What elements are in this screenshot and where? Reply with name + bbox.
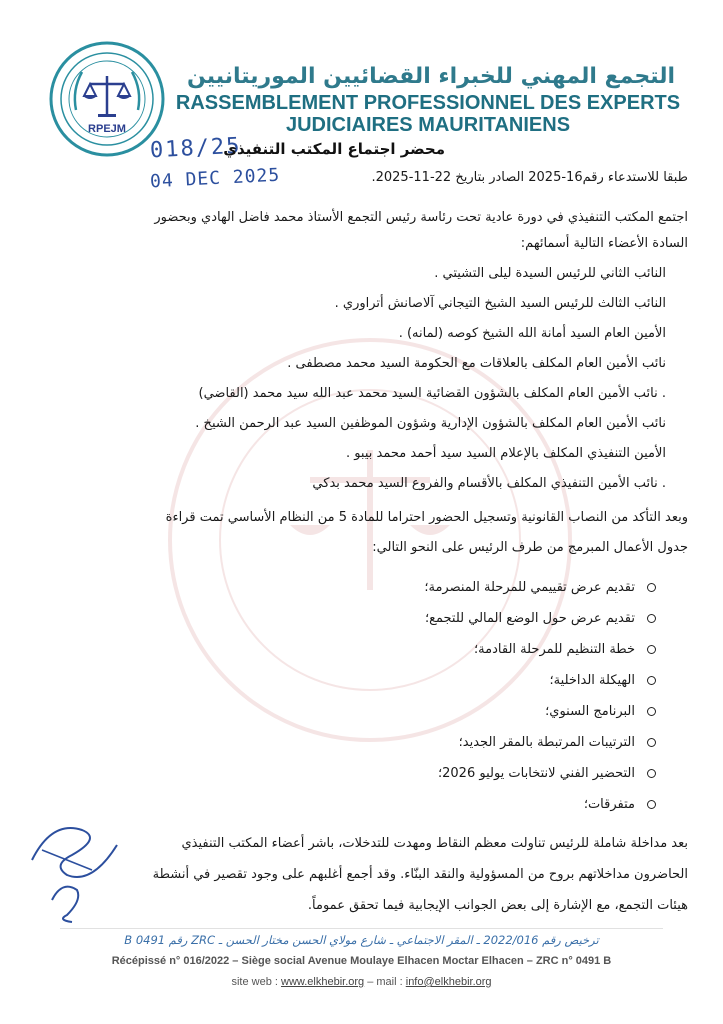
footer-arabic: ترخيص رقم 2022/016 ـ المقر الاجتماعي ـ شارع مولاي الحسن مختار الحسن ـ ZRC رقم 0491 B — [124, 933, 599, 947]
closing-text-line3: هيئات التجمع، مع الإشارة إلى بعض الجوانب الإيجابية فيما تحقق عموماً. — [307, 898, 688, 913]
organization-seal — [48, 40, 166, 158]
seal-label: RPEJM — [88, 123, 126, 135]
member-line: النائب الثالث للرئيس السيد الشيخ التيجاني آلاصانش أتراوري . — [334, 296, 666, 311]
agenda-item: متفرقات؛ — [584, 797, 656, 812]
footer-divider — [60, 928, 663, 929]
mail-label: – mail : — [367, 976, 403, 988]
bullet-circle-icon — [647, 614, 656, 623]
agenda-item: تقديم عرض حول الوضع المالي للتجمع؛ — [425, 611, 656, 626]
stamp-number: 018/25 — [149, 133, 243, 164]
meeting-text-line1: اجتمع المكتب التنفيذي في دورة عادية تحت رئاسة رئيس التجمع الأستاذ محمد فاضل الهادي وبحضور — [154, 210, 688, 225]
member-line: الأمين التنفيذي المكلف بالإعلام السيد سيد أحمد محمد بيبو . — [345, 446, 666, 461]
footer-contact — [0, 976, 723, 988]
member-line: النائب الثاني للرئيس السيدة ليلى التشيتي . — [434, 266, 666, 281]
member-line: الأمين العام السيد أمانة الله الشيخ كوصه (لمانه) . — [398, 326, 666, 341]
agenda-item: الهيكلة الداخلية؛ — [550, 673, 656, 688]
member-line: . نائب الأمين العام المكلف بالشؤون القضائية السيد محمد عبد الله سيد محمد (القاضي) — [198, 386, 666, 401]
bullet-circle-icon — [647, 645, 656, 654]
bullet-circle-icon — [647, 769, 656, 778]
org-name-french-line2: JUDICIAIRES MAURITANIENS — [285, 114, 571, 136]
org-name-french-line1: RASSEMBLEMENT PROFESSIONNEL DES EXPERTS — [175, 92, 681, 114]
member-line: . نائب الأمين التنفيذي المكلف بالأقسام والفروع السيد محمد بدكي — [312, 476, 666, 491]
email-link[interactable]: info@elkhebir.org — [405, 976, 492, 988]
member-line: نائب الأمين العام المكلف بالعلاقات مع الحكومة السيد محمد مصطفى . — [287, 356, 666, 371]
member-line: نائب الأمين العام المكلف بالشؤون الإدارية وشؤون الموظفين السيد عبد الرحمن الشيخ . — [195, 416, 666, 431]
stamp-date: 04 DEC 2025 — [149, 164, 281, 193]
bullet-circle-icon — [647, 583, 656, 592]
agenda-item: تقديم عرض تقييمي للمرحلة المنصرمة؛ — [424, 580, 656, 595]
web-label: site web : — [231, 976, 278, 988]
org-name-arabic: التجمع المهني للخبراء القضائيين الموريتانيين — [186, 64, 675, 89]
bullet-circle-icon — [647, 738, 656, 747]
agenda-item: الترتيبات المرتبطة بالمقر الجديد؛ — [459, 735, 656, 750]
signature — [22, 800, 132, 930]
bullet-circle-icon — [647, 676, 656, 685]
agenda-item: البرنامج السنوي؛ — [545, 704, 656, 719]
agenda-item: خطة التنظيم للمرحلة القادمة؛ — [474, 642, 656, 657]
document-title: محضر اجتماع المكتب التنفيذي — [223, 140, 445, 158]
agenda-item: التحضير الفني لانتخابات يوليو 2026؛ — [438, 766, 656, 781]
bullet-circle-icon — [647, 707, 656, 716]
closing-text-line2: الحاضرون مداخلاتهم بروح من المسؤولية والنقد البنّاء. وقد أجمع أغلبهم على وجود تقصير في أنشطة — [152, 867, 688, 882]
intro-text: طبقا للاستدعاء رقم16-2025 الصادر بتاريخ 22-11-2025. — [371, 170, 688, 185]
website-link[interactable]: www.elkhebir.org — [281, 976, 365, 988]
bullet-circle-icon — [647, 800, 656, 809]
closing-text-line1: بعد مداخلة شاملة للرئيس تناولت معظم النقاط ومهدت للتدخلات، باشر أعضاء المكتب التنفيذي — [181, 836, 688, 851]
meeting-text-line2: السادة الأعضاء التالية أسمائهم: — [520, 236, 688, 251]
footer-french: Récépissé n° 016/2022 – Siège social Avenue Moulaye Elhacen Moctar Elhacen – ZRC n° 0491 B — [111, 955, 612, 967]
quorum-text-line1: وبعد التأكد من النصاب القانونية وتسجيل الحضور احتراما للمادة 5 من النظام الأساسي تمت قراءة — [165, 510, 688, 525]
quorum-text-line2: جدول الأعمال المبرمج من طرف الرئيس على النحو التالي: — [372, 540, 688, 555]
